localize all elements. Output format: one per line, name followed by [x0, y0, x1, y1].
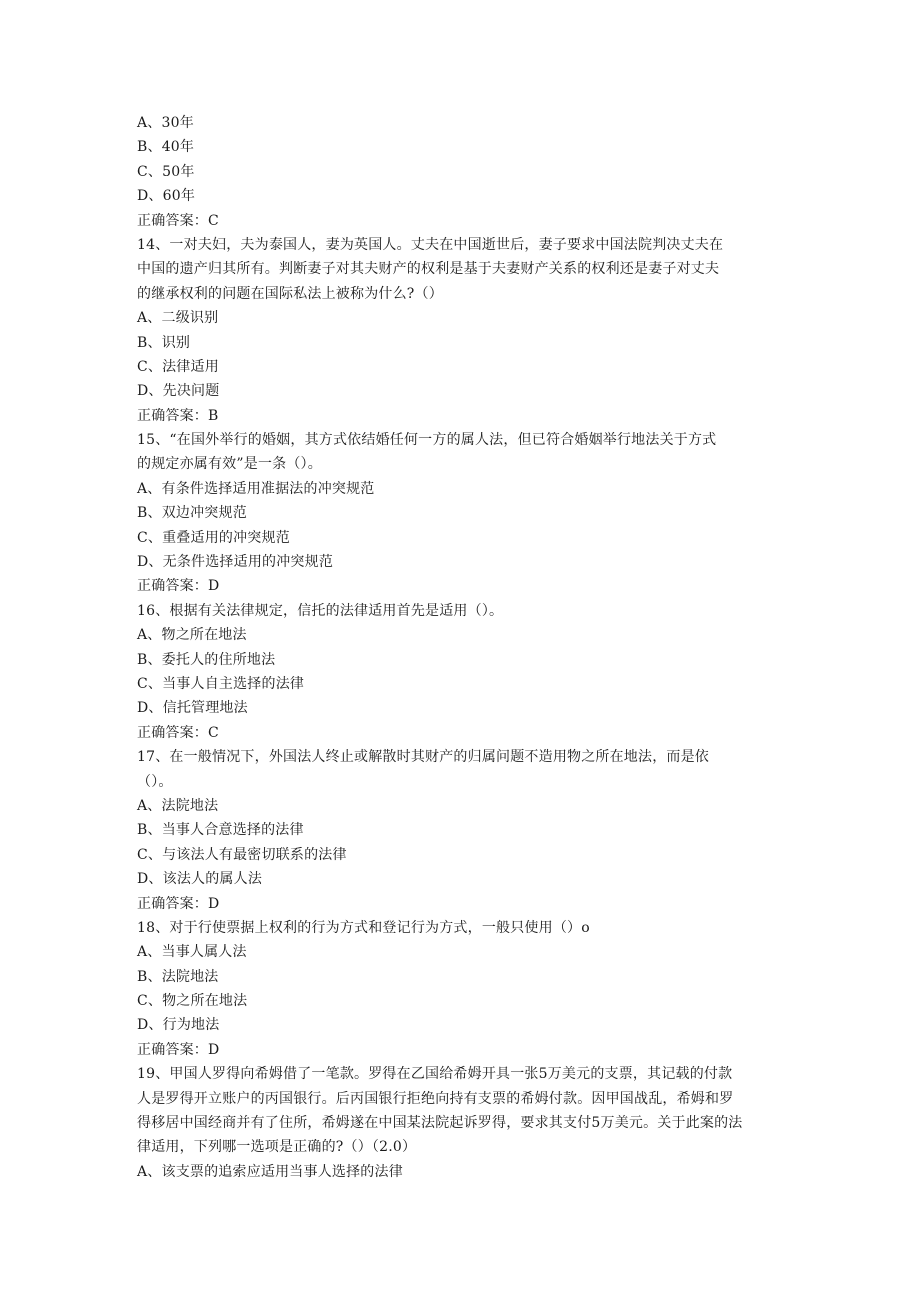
- option-line: D、先决问题: [137, 383, 220, 400]
- question-text-line: 的规定亦属有效”是一条（）。: [137, 456, 322, 473]
- answer-line: 正确答案：C: [137, 212, 219, 229]
- option-line: A、有条件选择适用准据法的冲突规范: [137, 480, 375, 497]
- option-line: B、识别: [137, 334, 191, 351]
- option-line: B、40年: [137, 139, 195, 156]
- option-line: D、行为地法: [137, 1017, 220, 1034]
- option-line: B、法院地法: [137, 968, 219, 985]
- answer-line: 正确答案：C: [137, 724, 219, 741]
- option-line: D、60年: [137, 188, 196, 205]
- option-line: D、无条件选择适用的冲突规范: [137, 554, 334, 571]
- answer-line: 正确答案：D: [137, 1041, 220, 1058]
- question-text-line: 律适用，下列哪一选项是正确的?（）（2.0）: [137, 1139, 417, 1156]
- question-text-line: （）。: [137, 773, 173, 790]
- question-text-line: 16、根据有关法律规定，信托的法律适用首先是适用（）。: [137, 602, 504, 619]
- option-line: B、当事人合意选择的法律: [137, 822, 304, 839]
- option-line: C、当事人自主选择的法律: [137, 675, 305, 692]
- option-line: C、法律适用: [137, 358, 219, 375]
- question-text-line: 中国的遗产归其所有。判断妻子对其夫财产的权利是基于夫妻财产关系的权利还是妻子对丈夫: [137, 261, 720, 278]
- answer-line: 正确答案：B: [137, 407, 219, 424]
- answer-line: 正确答案：D: [137, 578, 220, 595]
- question-text-line: 17、在一般情况下，外国法人终止或解散时其财产的归属问题不造用物之所在地法，而是依: [137, 749, 710, 766]
- option-line: D、信托管理地法: [137, 700, 248, 717]
- option-line: C、物之所在地法: [137, 993, 248, 1010]
- question-text-line: 得移居中国经商并有了住所，希姆遂在中国某法院起诉罗得，要求其支付5万美元。关于此案的法: [137, 1115, 743, 1132]
- option-line: B、委托人的住所地法: [137, 651, 276, 668]
- option-line: A、该支票的追索应适用当事人选择的法律: [137, 1163, 403, 1180]
- question-text-line: 19、甲国人罗得向希姆借了一笔款。罗得在乙国给希姆开具一张5万美元的支票，其记载的付款: [137, 1066, 733, 1083]
- option-line: C、重叠适用的冲突规范: [137, 529, 290, 546]
- option-line: A、物之所在地法: [137, 627, 247, 644]
- question-text-line: 14、一对夫妇，夫为泰国人，妻为英国人。丈夫在中国逝世后，妻子要求中国法院判决丈夫在: [137, 236, 724, 253]
- option-line: C、50年: [137, 163, 195, 180]
- option-line: C、与该法人有最密切联系的法律: [137, 846, 347, 863]
- question-text-line: 的继承权利的问题在国际私法上被称为什么?（）: [137, 285, 443, 302]
- option-line: D、该法人的属人法: [137, 871, 263, 888]
- option-line: A、当事人属人法: [137, 944, 247, 961]
- question-text-line: 15、“在国外举行的婚姻，其方式依结婚任何一方的属人法，但已符合婚姻举行地法关于方式: [137, 432, 717, 449]
- question-text-line: 18、对于行使票据上权利的行为方式和登记行为方式，一般只使用（）o: [137, 919, 590, 936]
- option-line: B、双边冲突规范: [137, 505, 247, 522]
- question-list: [137, 111, 787, 1184]
- question-text-line: 人是罗得开立账户的丙国银行。后丙国银行拒绝向持有支票的希姆付款。因甲国战乱，希姆和罗: [137, 1090, 734, 1107]
- option-line: A、30年: [137, 115, 194, 131]
- answer-line: 正确答案：D: [137, 895, 220, 912]
- option-line: A、二级识别: [137, 310, 219, 327]
- option-line: A、法院地法: [137, 797, 219, 814]
